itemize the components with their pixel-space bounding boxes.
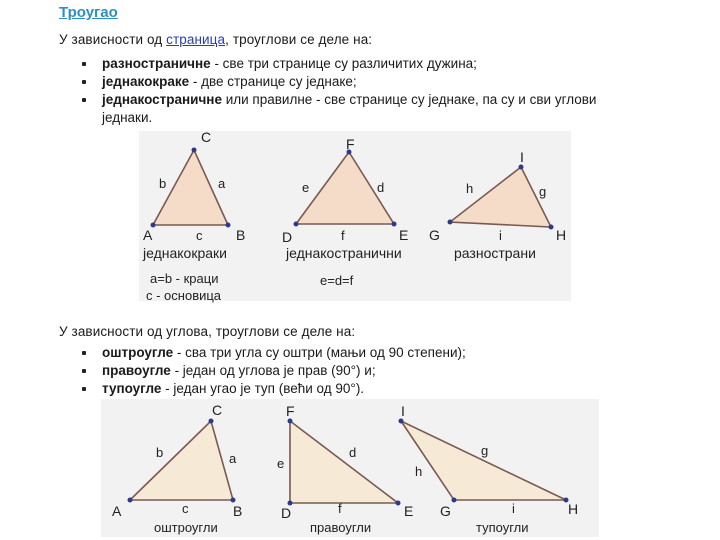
vertex-label-b: B xyxy=(233,503,243,519)
side-label-b: b xyxy=(159,176,167,191)
vertex-dot xyxy=(399,419,404,424)
item-desc: - све три странице су различитих дужина; xyxy=(210,56,477,71)
vertex-label-f: F xyxy=(286,403,295,419)
side-label-b: b xyxy=(156,445,164,460)
vertex-dot xyxy=(209,419,214,424)
vertex-label-g: G xyxy=(429,227,440,243)
side-label-a: a xyxy=(229,451,237,466)
item-desc: - две странице су једнаке; xyxy=(189,74,357,89)
side-label-a: a xyxy=(218,176,226,191)
item-desc: или правилне - све странице су једнаке, па су и сви углови једнаки. xyxy=(102,92,597,125)
pages-link[interactable]: страница xyxy=(166,32,226,47)
page-title[interactable]: Троугао xyxy=(59,4,118,21)
item-term: једнакокраке xyxy=(102,74,190,89)
equilateral-note: e=d=f xyxy=(320,273,354,288)
vertex-label-a: A xyxy=(112,503,122,519)
item-desc: - сва три угла су оштри (мањи од 90 степени); xyxy=(173,345,466,360)
side-label-c: c xyxy=(196,228,203,243)
vertex-label-e: E xyxy=(404,503,414,519)
vertex-label-a: A xyxy=(143,227,153,243)
isosceles-note-1: a=b - краци xyxy=(150,271,219,286)
obtuse-caption: тупоугли xyxy=(476,520,529,535)
vertex-label-b: B xyxy=(236,227,246,243)
side-label-h: h xyxy=(415,464,423,479)
vertex-label-f: F xyxy=(346,136,355,152)
isosceles-note-2: c - основица xyxy=(146,288,222,303)
vertex-label-c: C xyxy=(201,129,212,145)
side-label-d: d xyxy=(377,180,385,195)
side-label-i: i xyxy=(499,228,502,243)
vertex-dot xyxy=(396,501,401,506)
side-label-d: d xyxy=(349,445,357,460)
obtuse-triangle xyxy=(401,421,566,500)
side-label-c: c xyxy=(182,501,189,516)
vertex-label-h: H xyxy=(556,227,567,243)
isosceles-caption: једнакокраки xyxy=(143,245,227,261)
vertex-label-e: E xyxy=(399,227,409,243)
vertex-dot xyxy=(231,498,236,503)
equilateral-caption: једнакостранични xyxy=(286,245,402,261)
side-label-f: f xyxy=(338,501,342,516)
vertex-dot xyxy=(452,498,457,503)
right-triangle xyxy=(290,421,398,503)
side-label-e: e xyxy=(277,456,285,471)
item-term: разностраничне xyxy=(102,56,211,71)
vertex-label-i: I xyxy=(401,403,405,419)
side-label-g: g xyxy=(481,443,489,458)
side-label-e: e xyxy=(302,180,310,195)
item-term: једнакостраничне xyxy=(102,92,222,107)
item-term: правоугле xyxy=(102,363,171,378)
vertex-label-d: D xyxy=(282,229,293,245)
vertex-dot xyxy=(288,419,293,424)
vertex-dot xyxy=(128,498,133,503)
side-label-f: f xyxy=(341,228,345,243)
side-label-h: h xyxy=(466,181,474,196)
vertex-label-d: D xyxy=(281,505,292,521)
vertex-label-h: H xyxy=(568,501,579,517)
item-desc: - један угао је туп (већи од 90°). xyxy=(161,381,365,396)
scalene-caption: разнострани xyxy=(454,245,536,261)
acute-caption: оштроугли xyxy=(154,520,218,535)
side-label-i: i xyxy=(512,501,515,516)
vertex-label-i: I xyxy=(520,149,524,165)
vertex-label-c: C xyxy=(212,402,223,418)
side-label-g: g xyxy=(539,184,547,199)
angles-intro: У зависности од углова, троуглови се деле на: xyxy=(59,324,356,339)
acute-triangle xyxy=(130,421,233,500)
right-caption: правоугли xyxy=(310,520,372,535)
sides-intro-after: , троуглови се деле на: xyxy=(225,32,373,47)
item-desc: - један од углова је прав (90°) и; xyxy=(170,363,376,378)
sides-intro-before: У зависности од xyxy=(59,32,167,47)
item-term: тупоугле xyxy=(102,381,162,396)
item-term: оштроугле xyxy=(102,345,174,360)
vertex-label-g: G xyxy=(440,503,451,519)
